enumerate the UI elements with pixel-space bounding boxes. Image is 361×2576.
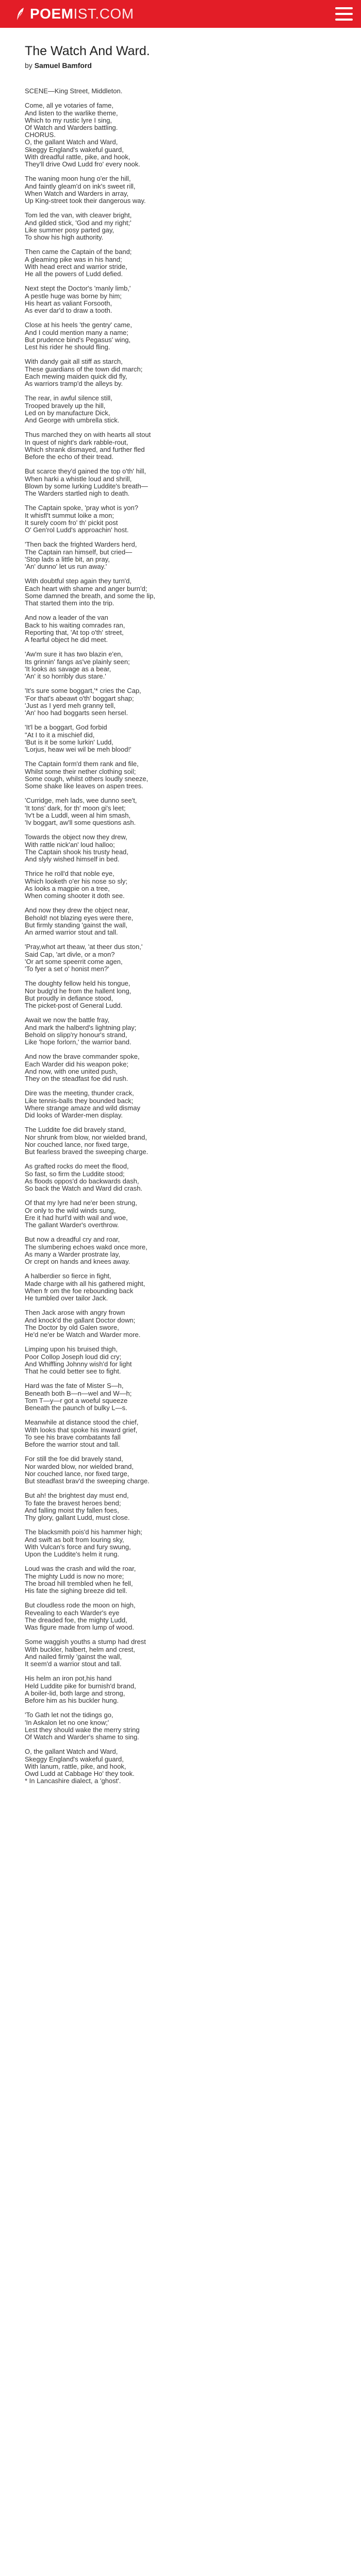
poem-stanza	[25, 1455, 334, 1485]
poem-line: With looks that spoke his inward grief,	[25, 1426, 138, 1434]
poem-line: And George with umbrella stick.	[25, 416, 120, 425]
author-link[interactable]: Samuel Bamford	[34, 61, 92, 70]
poem-line: The rear, in awful silence still,	[25, 394, 112, 402]
poem-line: It seem'd a warrior stout and tall.	[25, 1660, 122, 1668]
poem-line: 'Or art some speerrit come agen,	[25, 957, 123, 965]
poem-line: Come, all ye votaries of fame,	[25, 101, 113, 110]
poem-line: * In Lancashire dialect, a 'ghost'.	[25, 1777, 121, 1785]
poem-line: 'Curridge, meh lads, wee dunno see't,	[25, 796, 137, 805]
poem-line: Trooped bravely up the hill,	[25, 401, 106, 410]
poem-stanza	[25, 1163, 334, 1192]
poem-line: Some cough, whilst others loudly sneeze,	[25, 774, 149, 783]
poem-stanza	[25, 1419, 334, 1448]
poem-stanza	[25, 1126, 334, 1156]
poem-content	[25, 43, 334, 1792]
poem-line: Hard was the fate of Mister S—h,	[25, 1382, 124, 1390]
poem-line: Of Watch and Warder's shame to sing.	[25, 1733, 139, 1741]
poem-line: Nor budg'd he from the hallent long,	[25, 987, 132, 995]
poem-line: Before the warrior stout and tall.	[25, 1440, 120, 1449]
hamburger-menu-icon[interactable]	[335, 7, 353, 21]
poem-stanza	[25, 358, 334, 387]
poem-line: O' Gen'rol Ludd's approachin' host.	[25, 526, 129, 534]
poem-stanza	[25, 980, 334, 1009]
poem-line: And swift as bolt from louring sky,	[25, 1535, 124, 1544]
poem-stanza	[25, 1053, 334, 1082]
poem-line: Then came the Captain of the band;	[25, 248, 132, 256]
poem-stanza	[25, 651, 334, 680]
poem-line: And now they drew the object near,	[25, 906, 130, 914]
poem-line: Behold on slipp'ry honour's strand,	[25, 1030, 127, 1039]
poem-stanza	[25, 1199, 334, 1229]
poem-line: Each heart with shame and anger burn'd;	[25, 584, 147, 592]
poem-line: "At I to it a mischief did,	[25, 731, 95, 739]
poem-line: Some damned the breath, and some the lip,	[25, 591, 155, 600]
poem-line: And listen to the warlike theme,	[25, 109, 118, 117]
poem-line: Nor couched lance, nor fixed targe,	[25, 1140, 129, 1148]
poem-line: Thrice he roll'd that noble eye,	[25, 870, 114, 878]
poem-line: It surely coom fro' th' pickit post	[25, 518, 118, 527]
poem-line: The Captain spoke, 'pray whot is yon?	[25, 504, 138, 512]
poem-stanza	[25, 431, 334, 461]
poem-line: The picket-post of General Ludd.	[25, 1002, 123, 1010]
quill-pen-icon	[15, 7, 26, 21]
poem-line: His heart as valiant Forsooth,	[25, 299, 112, 307]
poem-line: A gleaming pike was in his hand;	[25, 255, 122, 263]
poem-line: As ever dar'd to draw a tooth.	[25, 307, 112, 315]
poem-stanza	[25, 1346, 334, 1375]
poem-stanza	[25, 102, 334, 168]
poem-line: That started them into the trip.	[25, 599, 114, 607]
poem-line: Next stept the Doctor's 'manly limb,'	[25, 284, 131, 293]
poem-line: With dreadful rattle, pike, and hook,	[25, 152, 130, 161]
poem-stanza	[25, 88, 334, 95]
poem-stanza	[25, 1602, 334, 1631]
poem-line: He all the powers of Ludd defied.	[25, 270, 123, 278]
site-logo[interactable]	[15, 5, 134, 23]
poem-line: Made charge with all his gathered might,	[25, 1279, 145, 1287]
poem-line: Nor shrunk from blow, nor wielded brand,	[25, 1133, 147, 1141]
poem-stanza	[25, 321, 334, 351]
poem-line: And mark the halberd's lightning play;	[25, 1023, 137, 1031]
site-header	[0, 0, 361, 28]
poem-line: The Warders startled nigh to death.	[25, 489, 130, 498]
poem-line: These guardians of the town did march;	[25, 365, 143, 373]
poem-line: 'It tons' dark, for th' moon gi's leet;	[25, 804, 126, 812]
poem-line: The Doctor by old Galen swore,	[25, 1323, 119, 1331]
site-logo-text: POEMIST.COM	[30, 6, 134, 22]
poem-stanza	[25, 1638, 334, 1668]
poem-line: O, the gallant Watch and Ward,	[25, 1748, 118, 1756]
poem-line: 'It'l be a boggart, God forbid	[25, 723, 107, 732]
poem-line: But steadfast brav'd the sweeping charge.	[25, 1477, 150, 1485]
poem-stanza	[25, 614, 334, 643]
poem-line: But firmly standing 'gainst the wall,	[25, 921, 128, 929]
poem-line: To see his brave combatants fall	[25, 1433, 121, 1441]
poem-stanza	[25, 760, 334, 790]
poem-line: But prudence bind's Pegasus' wing,	[25, 335, 131, 344]
poem-line: 'To Gath let not the tidings go,	[25, 1711, 113, 1719]
poem-stanza	[25, 212, 334, 241]
poem-stanza	[25, 175, 334, 205]
poem-line: Thus marched they on with hearts all stout	[25, 431, 151, 439]
poem-line: Close at his heels 'the gentry' came,	[25, 321, 133, 329]
poem-line: The Captain form'd them rank and file,	[25, 760, 139, 768]
poem-line: Where strange amaze and wild dismay	[25, 1104, 140, 1112]
poem-line: Revealing to each Warder's eye	[25, 1608, 120, 1617]
poem-line: With head erect and warrior stride,	[25, 262, 127, 270]
poem-line: Up King-street took their dangerous way.	[25, 197, 146, 205]
poem-line: Behold! not blazing eyes were there,	[25, 913, 134, 922]
poem-line: And nailed firmly 'gainst the wall,	[25, 1652, 122, 1660]
poem-line: Then Jack arose with angry frown	[25, 1309, 125, 1317]
poem-stanza	[25, 834, 334, 863]
poem-line: 'For that's abeawt o'th' boggart shap;	[25, 694, 134, 702]
poem-line: They'll drive Owd Ludd fro' every nook.	[25, 160, 140, 168]
poem-line: 'It looks as savage as a bear,	[25, 665, 111, 673]
poem-line: A boiler-lid, both large and strong,	[25, 1689, 125, 1697]
poem-line: Limping upon his bruised thigh,	[25, 1345, 118, 1353]
poem-line: And slyly wished himself in bed.	[25, 855, 120, 863]
poem-line: With rattle nick'an' loud halloo;	[25, 840, 115, 849]
poem-line: With buckler, halbert, helm and crest,	[25, 1645, 135, 1653]
poem-line: In quest of night's dark rabble-rout,	[25, 438, 128, 446]
poem-line: Skeggy England's wakeful guard,	[25, 145, 124, 154]
poem-line: Some waggish youths a stump had drest	[25, 1638, 146, 1646]
poem-line: Or crept on hands and knees away.	[25, 1258, 130, 1266]
poem-stanza	[25, 1711, 334, 1741]
poem-line: Tom led the van, with cleaver bright,	[25, 211, 132, 219]
poem-line: Each Warder did his weapon poke;	[25, 1060, 129, 1068]
poem-line: Which shrank dismayed, and further fled	[25, 445, 145, 453]
poem-stanza	[25, 1748, 334, 1785]
poem-line: Led on by manufacture Dick,	[25, 409, 110, 417]
poem-line: And now a leader of the van	[25, 614, 108, 622]
poem-line: SCENE—King Street, Middleton.	[25, 87, 123, 95]
poem-line: Thy glory, gallant Ludd, must close.	[25, 1514, 130, 1522]
poem-line: When fr om the foe rebounding back	[25, 1286, 134, 1295]
poem-line: Lest they should wake the merry string	[25, 1725, 140, 1734]
poem-line: He'd ne'er be Watch and Warder more.	[25, 1331, 141, 1339]
poem-line: Before the echo of their tread.	[25, 453, 113, 461]
poem-line: They on the steadfast foe did rush.	[25, 1075, 128, 1083]
poem-line: As floods oppos'd do backwards dash,	[25, 1177, 139, 1185]
poem-line: An armed warrior stout and tall.	[25, 928, 118, 937]
poem-line: CHORUS.	[25, 131, 56, 139]
poem-stanza	[25, 1309, 334, 1338]
poem-line: Whilst some their nether clothing soil;	[25, 767, 136, 775]
poem-stanza	[25, 797, 334, 826]
poem-line: Skeggy England's wakeful guard,	[25, 1755, 124, 1763]
poem-stanza	[25, 578, 334, 607]
poem-line: With dandy gait all stiff as starch,	[25, 358, 123, 366]
poem-line: The waning moon hung o'er the hill,	[25, 175, 131, 183]
poem-line: The gallant Warder's overthrow.	[25, 1221, 119, 1229]
poem-line: The broad hill trembled when he fell,	[25, 1579, 133, 1587]
poem-line: Await we now the battle fray,	[25, 1016, 110, 1024]
poem-line: But cloudless rode the moon on high,	[25, 1601, 136, 1609]
poem-line: Nor couched lance, nor fixed targe,	[25, 1469, 129, 1478]
poem-line: And now, with one united push,	[25, 1067, 118, 1075]
poem-line: 'Just as I yerd meh granny tell,	[25, 701, 116, 709]
poem-line: 'An' hoo had boggarts seen hersel.	[25, 709, 128, 717]
poem-line: He tumbled over tailor Jack.	[25, 1294, 108, 1302]
poem-stanza	[25, 724, 334, 753]
poem-line: Like tennis-balls they bounded back;	[25, 1096, 134, 1105]
poem-stanza	[25, 1273, 334, 1302]
poem-line: Back to his waiting comrades ran,	[25, 621, 125, 629]
poem-stanza	[25, 1090, 334, 1119]
poem-line: And falling moist thy fallen foes,	[25, 1506, 119, 1514]
poem-line: That he could better see to fight.	[25, 1367, 121, 1376]
poem-line: Like 'hope forlorn,' the warrior band.	[25, 1038, 132, 1046]
poem-line: To fate the bravest heroes bend;	[25, 1499, 121, 1507]
poem-line: The Captain ran himself, but cried—	[25, 548, 133, 556]
poem-line: With Vulcan's force and fury swung,	[25, 1543, 131, 1551]
poem-line: 'Pray,whot art theaw, 'at theer dus ston,'	[25, 943, 143, 951]
poem-byline	[25, 61, 334, 70]
poem-line: 'Aw'm sure it has two blazin e'en,	[25, 650, 123, 658]
poem-line: Loud was the crash and wild the roar,	[25, 1565, 136, 1573]
poem-line: The Luddite foe did bravely stand,	[25, 1126, 126, 1134]
poem-line: For still the foe did bravely stand,	[25, 1455, 123, 1463]
poem-line: As warriors tramp'd the alleys by.	[25, 380, 123, 388]
poem-line: 'Iv't be a Luddl, ween al him smash,	[25, 811, 131, 819]
poem-line: Of Watch and Warders battling.	[25, 124, 118, 131]
poem-line: When coming shooter it doth see.	[25, 892, 125, 900]
poem-stanza	[25, 395, 334, 424]
poem-line: With doubtful step again they turn'd,	[25, 577, 132, 585]
poem-line: 'An' dunno' let us run away.'	[25, 563, 107, 571]
poem-line: Meanwhile at distance stood the chief,	[25, 1418, 139, 1427]
poem-line: 'In Askalon let no one know;'	[25, 1718, 109, 1726]
poem-line: The blacksmith pois'd his hammer high;	[25, 1528, 142, 1536]
poem-line: Before him as his buckler hung.	[25, 1697, 119, 1705]
poem-line: And knock'd the gallant Doctor down;	[25, 1316, 136, 1324]
poem-line: O, the gallant Watch and Ward,	[25, 138, 118, 146]
poem-stanza	[25, 1492, 334, 1521]
poem-line: The Captain shook his trusty head,	[25, 848, 128, 856]
poem-line: Did looks of Warder-men display.	[25, 1111, 123, 1120]
poem-line: Which to my rustic lyre I sing,	[25, 116, 112, 124]
poem-line: Owd Ludd at Cabbage Ho' they took.	[25, 1770, 135, 1778]
poem-line: A fearful object he did meet.	[25, 636, 108, 644]
poem-line: As looks a magpie on a tree,	[25, 884, 110, 892]
poem-line: As many a Warder prostrate lay,	[25, 1250, 120, 1258]
poem-line: And now the brave commander spoke,	[25, 1053, 140, 1061]
poem-line: Said Cap, 'art divle, or a mon?	[25, 950, 115, 958]
poem-line: A halberdier so fierce in fight,	[25, 1272, 111, 1280]
poem-stanza	[25, 1565, 334, 1595]
poem-line: Was figure made from lump of wood.	[25, 1623, 134, 1632]
byline-prefix: by	[25, 61, 32, 70]
poem-line: A pestle huge was borne by him;	[25, 292, 122, 300]
poem-line: But proudly in defiance stood,	[25, 994, 113, 1002]
poem-line: And Whiffling Johnny wish'd for light	[25, 1360, 132, 1368]
poem-line: Blown by some lurking Luddite's breath—	[25, 482, 148, 490]
poem-line: Ere it had hurl'd with wail and woe,	[25, 1213, 128, 1222]
poem-stanza	[25, 687, 334, 717]
poem-stanza	[25, 1236, 334, 1265]
poem-line: Beneath the paunch of bulky L—s.	[25, 1404, 127, 1412]
poem-line: As grafted rocks do meet the flood,	[25, 1162, 129, 1171]
poem-line: But fearless braved the sweeping charge.	[25, 1148, 149, 1156]
poem-stanza	[25, 248, 334, 278]
poem-line: 'Iv boggart, aw'll some questions ash.	[25, 819, 136, 827]
poem-stanza	[25, 468, 334, 497]
poem-stanza	[25, 504, 334, 534]
poem-stanza	[25, 1382, 334, 1412]
poem-stanza	[25, 285, 334, 314]
poem-stanza	[25, 1675, 334, 1704]
poem-line: But ah! the brightest day must end,	[25, 1492, 129, 1500]
poem-line: It whisfl't summut loike a mon;	[25, 511, 114, 519]
poem-line: Lest his rider he should fling.	[25, 343, 110, 351]
poem-line: Upon the Luddite's helm it rung.	[25, 1550, 120, 1558]
poem-line: Nor warded blow, nor wielded brand,	[25, 1462, 134, 1470]
poem-line: Or only to the wild winds sung,	[25, 1206, 116, 1214]
poem-line: So fast, so firm the Luddite stood;	[25, 1170, 125, 1178]
poem-line: 'Then back the frighted Warders herd,	[25, 540, 137, 549]
poem-line: And faintly gleam'd on ink's sweet rill,	[25, 182, 136, 190]
poem-line: And I could mention many a name;	[25, 328, 128, 336]
poem-line: Poor Collop Joseph loud did cry;	[25, 1352, 122, 1361]
poem-stanza	[25, 1529, 334, 1558]
poem-line: Held Luddite pike for burnish'd brand,	[25, 1682, 136, 1690]
poem-line: When Watch and Warders in array,	[25, 189, 129, 197]
poem-line: Towards the object now they drew,	[25, 833, 127, 841]
poem-line: The dreaded foe, the mighty Ludd,	[25, 1616, 127, 1624]
poem-line: So back the Watch and Ward did crash.	[25, 1184, 143, 1193]
poem-line: 'It's sure some boggart,'* cries the Cap,	[25, 687, 141, 695]
poem-line: Each mewing maiden quick did fly,	[25, 372, 127, 380]
poem-stanza	[25, 1016, 334, 1046]
poem-line: His fate the sighing breeze did tell.	[25, 1587, 127, 1595]
poem-line: To show his high authority.	[25, 233, 104, 242]
poem-line: 'Lorjus, heaw wei wil be meh blood!'	[25, 745, 132, 754]
poem-stanza	[25, 943, 334, 973]
poem-body	[25, 88, 334, 1785]
poem-line: But scarce they'd gained the top o'th' hill,	[25, 467, 146, 476]
poem-line: Its grinnin' fangs as've plainly seen;	[25, 657, 130, 666]
poem-line: Dire was the meeting, thunder crack,	[25, 1089, 134, 1097]
poem-stanza	[25, 907, 334, 936]
poem-line: The mighty Ludd is now no more;	[25, 1572, 124, 1580]
poem-line: Of that my lyre had ne'er been strung,	[25, 1199, 137, 1207]
poem-line: Beneath both B—n—wel and W—h;	[25, 1389, 132, 1397]
poem-line: The slumbering echoes wakd once more,	[25, 1243, 147, 1251]
poem-line: Some shake like leaves on aspen trees.	[25, 782, 143, 790]
poem-line: Reporting that, 'At top o'th' street,	[25, 628, 124, 636]
poem-line: The doughty fellow held his tongue,	[25, 979, 130, 988]
poem-stanza	[25, 870, 334, 900]
poem-title: The Watch And Ward.	[25, 44, 150, 58]
poem-line: And gilded stick, 'God and my right;'	[25, 218, 132, 227]
poem-line: Which looketh o'er his nose so sly;	[25, 877, 128, 885]
poem-stanza	[25, 541, 334, 570]
poem-line: When harki a whistle loud and shrill,	[25, 474, 132, 483]
poem-line: 'To fyer a set o' honist men?'	[25, 965, 109, 973]
poem-line: 'An' it so horribly dus stare.'	[25, 672, 106, 681]
poem-line: 'But is it be some lurkin' Ludd,	[25, 738, 113, 746]
poem-line: Tom T—y—r got a woeful squeeze	[25, 1396, 128, 1404]
poem-line: With lanum, rattle, pike, and hook,	[25, 1762, 126, 1770]
poem-line: Like summer posy parted gay,	[25, 226, 114, 234]
poem-line: 'Stop lads a little bit, an pray,	[25, 555, 110, 563]
poem-line: His helm an iron pot,his hand	[25, 1674, 112, 1683]
poem-line: But now a dreadful cry and roar,	[25, 1235, 120, 1244]
